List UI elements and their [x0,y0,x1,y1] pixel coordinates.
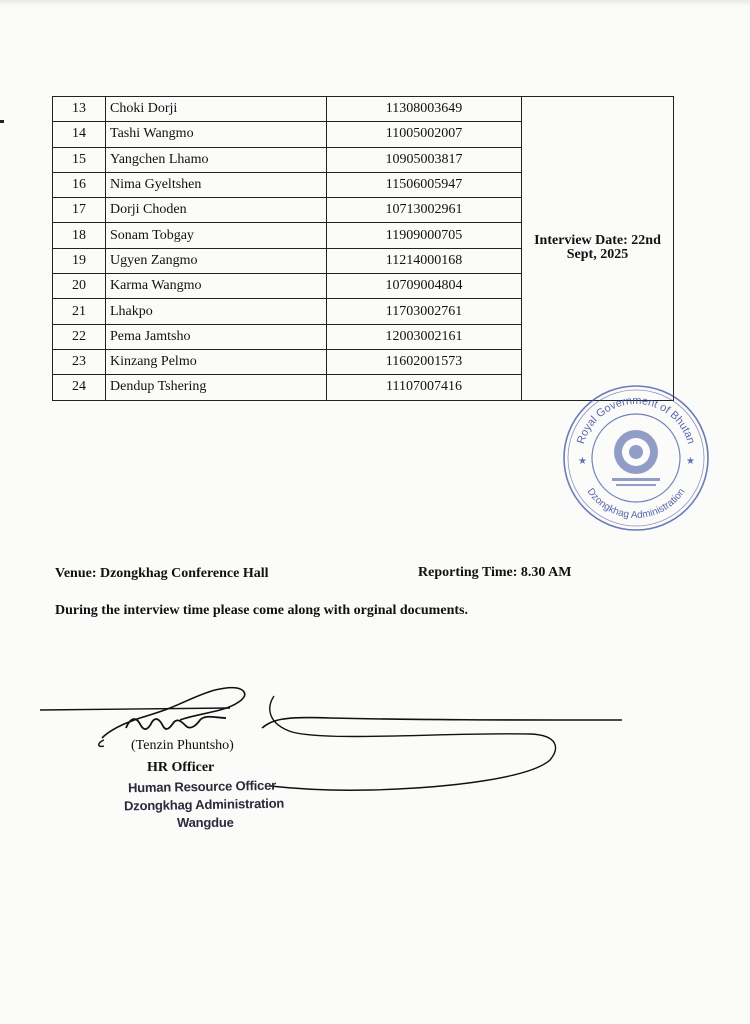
interview-date-cell [522,97,674,401]
cid-number-cell: 11107007416 [327,375,522,400]
serial-number-cell: 21 [53,299,106,324]
designation-stamp-line: Dzongkhag Administration [123,795,285,814]
seal-top-text: Royal Government of Bhutan [575,394,697,446]
serial-number-cell: 15 [53,147,106,172]
margin-mark [0,120,4,123]
candidate-name-cell: Karma Wangmo [106,274,327,299]
candidate-name-cell: Yangchen Lhamo [106,147,327,172]
serial-number-cell: 24 [53,375,106,400]
candidate-name-cell: Pema Jamtsho [106,324,327,349]
cid-number-cell: 11909000705 [327,223,522,248]
candidate-name-cell: Sonam Tobgay [106,223,327,248]
cid-number-cell: 10709004804 [327,274,522,299]
cid-number-cell: 11005002007 [327,122,522,147]
candidate-name-cell: Lhakpo [106,299,327,324]
svg-text:★: ★ [686,456,695,467]
candidate-name-cell: Dorji Choden [106,198,327,223]
serial-number-cell: 19 [53,248,106,273]
candidate-name-cell: Tashi Wangmo [106,122,327,147]
designation-stamp-line: Human Resource Officer [127,777,277,796]
cid-number-cell: 11602001573 [327,349,522,374]
serial-number-cell: 23 [53,349,106,374]
seal-bottom-text: Dzongkhag Administration [584,486,688,522]
svg-text:★: ★ [578,456,587,467]
reporting-time-text: Reporting Time: 8.30 AM [418,565,572,580]
cid-number-cell: 12003002161 [327,324,522,349]
serial-number-cell: 16 [53,172,106,197]
documents-note: During the interview time please come along with orginal documents. [55,603,468,618]
signatory-title: HR Officer [147,760,215,775]
candidate-name-cell: Kinzang Pelmo [106,349,327,374]
candidate-name-cell: Nima Gyeltshen [106,172,327,197]
royal-government-seal [560,382,712,534]
interview-date-line: Sept, 2025 [566,247,629,263]
candidate-table-body [53,97,674,401]
candidate-table [52,96,674,401]
signatory-name: (Tenzin Phuntsho) [131,738,234,753]
interview-date-line: Interview Date: 22nd [534,233,661,249]
serial-number-cell: 17 [53,198,106,223]
cid-number-cell: 11703002761 [327,299,522,324]
candidate-name-cell: Dendup Tshering [106,375,327,400]
serial-number-cell: 20 [53,274,106,299]
scan-edge [0,0,750,6]
cid-number-cell: 10713002961 [327,198,522,223]
cid-number-cell: 11214000168 [327,248,522,273]
candidate-name-cell: Choki Dorji [106,97,327,122]
candidate-name-cell: Ugyen Zangmo [106,248,327,273]
serial-number-cell: 22 [53,324,106,349]
serial-number-cell: 14 [53,122,106,147]
table-row [53,97,674,122]
cid-number-cell: 10905003817 [327,147,522,172]
venue-text: Venue: Dzongkhag Conference Hall [55,566,269,581]
designation-stamp-line: Wangdue [177,815,234,830]
serial-number-cell: 13 [53,97,106,122]
cid-number-cell: 11506005947 [327,172,522,197]
cid-number-cell: 11308003649 [327,97,522,122]
serial-number-cell: 18 [53,223,106,248]
handwritten-signature [30,668,650,818]
